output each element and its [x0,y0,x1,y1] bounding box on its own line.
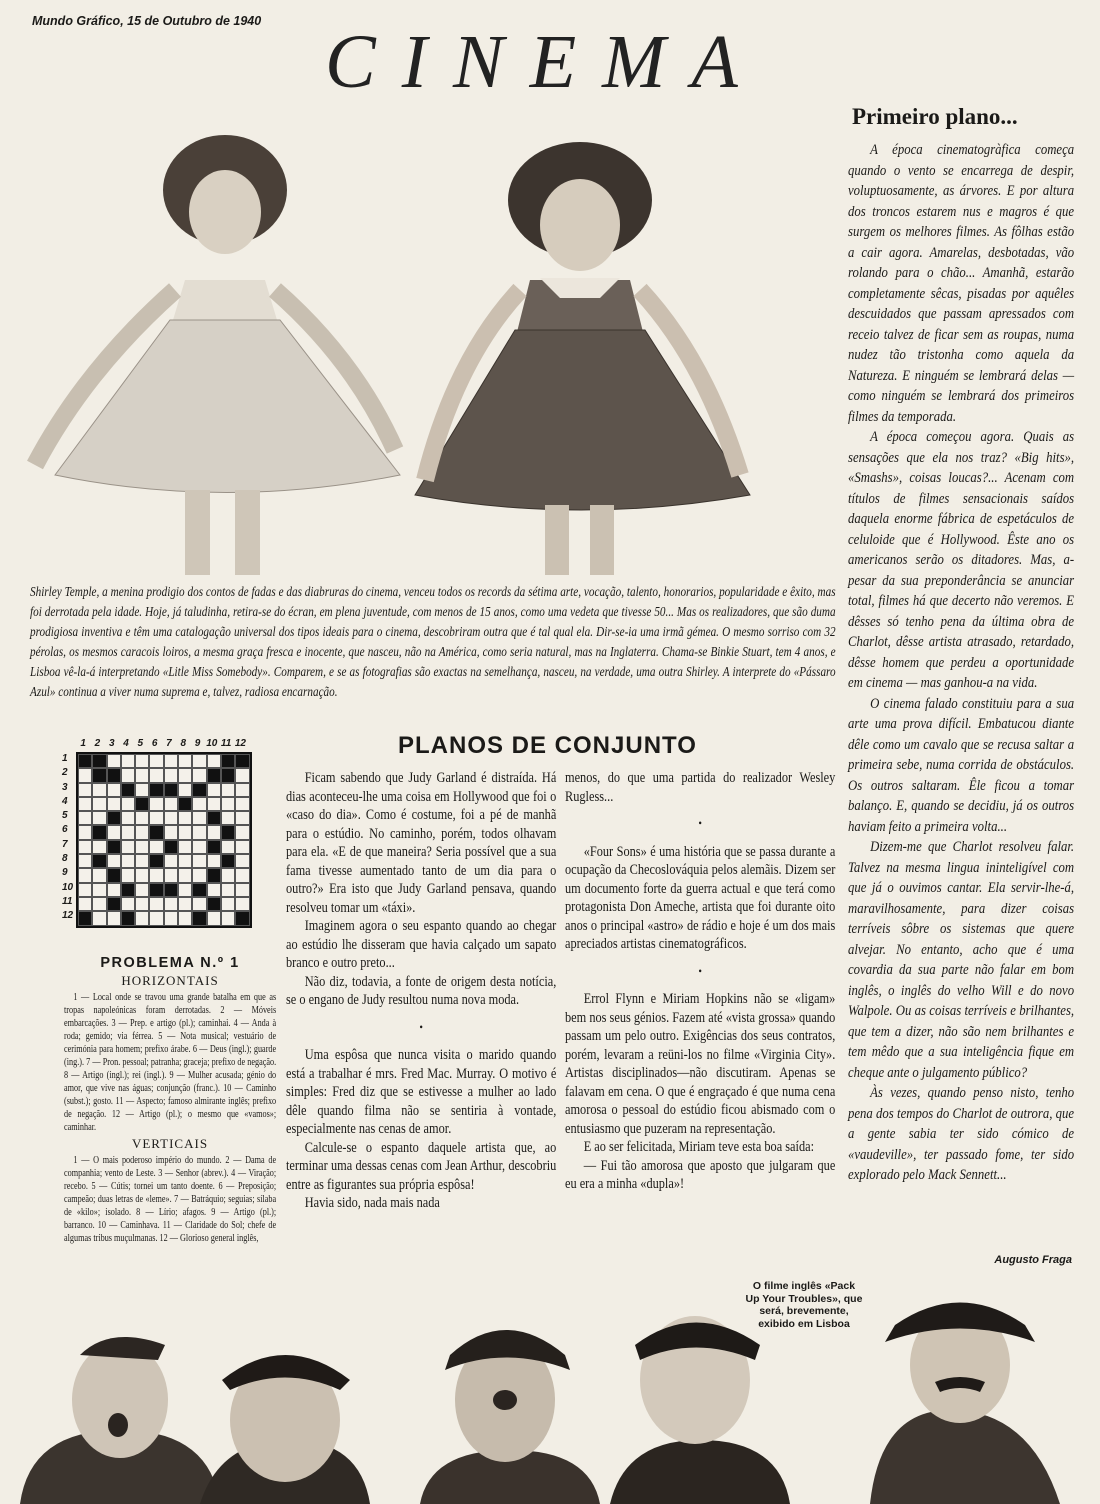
crossword-black-cell [78,911,92,925]
crossword-black-cell [221,768,235,782]
crossword-black-cell [235,911,249,925]
row-number: 12 [62,910,74,922]
crossword-cell[interactable] [149,754,163,768]
paragraph: A época cinematogràfica começa quando o vento se encarrega de despir, voluptuosamente, as árvores. E por altura dos troncos estarem nus e magros é que surgem os melhores filmes. As fôlhas estão a cair agora. Amarelas, desbotadas, vão rolando para o chão... Amanhã, estarão completamente sêcas, pisadas por aquêles descuidados que passam apressados com receio talvez de ficar sem as roupas, numa nudez tão tristonha como aquela da Natureza. E ninguém se lembrará delas — como ninguém se lembrará dos primeiros filmes da temporada. [848,142,1075,425]
crossword-cell[interactable] [192,868,206,882]
crossword-black-cell [207,811,221,825]
crossword-black-cell [149,825,163,839]
crossword-cell[interactable] [178,825,192,839]
row-number: 2 [62,767,68,779]
crossword-cell[interactable] [135,811,149,825]
photo-shirley-temple-binkie-stuart [25,130,840,580]
crossword-cell[interactable] [235,768,249,782]
paragraph: E ao ser felicitada, Miriam teve esta boa saída: [583,1139,815,1155]
column-number: 1 [80,738,86,749]
crossword-cell[interactable] [221,811,235,825]
crossword-cell[interactable] [192,754,206,768]
photo-pack-up-your-troubles [0,1270,1100,1504]
crossword-cell[interactable] [207,883,221,897]
crossword-cell[interactable] [135,783,149,797]
crossword-row-numbers [62,752,76,928]
crossword-cell[interactable] [121,825,135,839]
column-number: 2 [94,738,101,749]
crossword-cell[interactable] [121,768,135,782]
crossword-black-cell [107,811,121,825]
crossword-black-cell [92,754,106,768]
column-number: 12 [234,738,246,749]
crossword-cell[interactable] [164,797,178,811]
crossword-cell[interactable] [164,854,178,868]
crossword-cell[interactable] [164,825,178,839]
crossword-cell[interactable] [192,768,206,782]
paragraph: Imaginem agora o seu espanto quando ao chegar ao estúdio lhe disseram que havia calçado um sapato branco e outro preto... [286,918,557,971]
crossword-cell[interactable] [235,797,249,811]
crossword-cell[interactable] [178,868,192,882]
column-number: 8 [180,738,186,749]
crossword-cell[interactable] [78,840,92,854]
girl-right-figure [415,142,750,575]
crossword-black-cell [164,840,178,854]
crossword-black-cell [92,854,106,868]
crossword-cell[interactable] [178,840,192,854]
crossword-puzzle [62,738,257,928]
crossword-cell[interactable] [78,768,92,782]
column-number: 4 [123,738,129,749]
planos-de-conjunto-title: PLANOS DE CONJUNTO [398,732,697,759]
crossword-cell[interactable] [107,854,121,868]
paragraph: — Fui tão amorosa que aposto que julgaram que eu era a minha «dupla»! [565,1157,836,1192]
crossword-black-cell [207,768,221,782]
crossword-cell[interactable] [192,811,206,825]
column-number: 6 [151,738,158,749]
crossword-cell[interactable] [192,840,206,854]
column-number: 10 [206,738,218,749]
primeiro-plano-title: Primeiro plano... [852,104,1018,129]
photo-caption: Shirley Temple, a menina prodigio dos contos de fadas e das diabruras do cinema, venceu todos os records da sétima arte, vocação, talento, honorarios, popularidade e êxito, mas foi derrotada pela idade. Hoje, já taludinha, retira-se do écran, em plena juventude, com menos de 15 anos, como uma vedeta que tivesse 50... Mas os realizadores, que são duma prodigiosa inventiva e têm uma catalogação universal dos tipos ideais para o cinema, descobriram outra que é tal qual ela. Dir-se-ia uma irmã gémea. O mesmo sorriso com 32 pérolas, os mesmos caracois loiros, a mesma graça fresca e inocente, que nasceu, não na América, como seria natural, mas na Inglaterra. Chama-se Binkie Stuart, tem 4 anos, e Lisboa vê-la-á interpretando «Litle Miss Somebody». Comparem, e se as fotografias são exactas na semelhança, nasceu, na verdade, uma outra Shirley. A interprete do «Pássaro Azul» continua a viver numa suprema e, talvez, radiosa encarnação. [30,585,836,700]
crossword-black-cell [135,797,149,811]
row-number: 3 [62,781,68,793]
crossword-cell[interactable] [92,868,106,882]
crossword-cell[interactable] [235,840,249,854]
crossword-cell[interactable] [221,783,235,797]
crossword-black-cell [78,754,92,768]
crossword-cell[interactable] [107,797,121,811]
crossword-cell[interactable] [164,911,178,925]
crossword-cell[interactable] [207,854,221,868]
soldier-face-5 [870,1303,1060,1504]
crossword-cell[interactable] [207,754,221,768]
crossword-cell[interactable] [92,840,106,854]
crossword-cell[interactable] [107,825,121,839]
crossword-black-cell [192,883,206,897]
crossword-cell[interactable] [149,868,163,882]
crossword-cell[interactable] [207,783,221,797]
crossword-cell[interactable] [92,811,106,825]
separator: • [698,963,702,978]
crossword-cell[interactable] [78,783,92,797]
crossword-cell[interactable] [221,797,235,811]
paragraph: Às vezes, quando penso nisto, tenho pena dos tempos do Charlot de outrora, que a gente sabia ter sido cómico de «vaudeville», ter passado fome, ter sido explorado pelo Mack Sennett... [848,1085,1075,1183]
crossword-cell[interactable] [149,897,163,911]
paragraph: Uma espôsa que nunca visita o marido quando está a trabalhar é mrs. Fred Mac. Murray. O motivo é simples: Fred diz que se estivesse a mulher ao lado dêle quando filma não se sentiria à vontade, especialmente nas cenas de amor. [286,1047,557,1137]
crossword-cell[interactable] [92,883,106,897]
crossword-grid [76,752,252,928]
column-number: 11 [220,738,232,749]
crossword-black-cell [149,783,163,797]
crossword-cell[interactable] [135,897,149,911]
crossword-cell[interactable] [235,854,249,868]
crossword-cell[interactable] [207,797,221,811]
planos-column-1 [286,769,556,1213]
crossword-black-cell [235,754,249,768]
crossword-cell[interactable] [178,754,192,768]
crossword-cell[interactable] [107,911,121,925]
crossword-cell[interactable] [221,883,235,897]
crossword-cell[interactable] [78,811,92,825]
row-number: 6 [62,824,68,836]
separator: • [419,1019,423,1034]
column-number: 5 [137,738,144,749]
crossword-cell[interactable] [235,897,249,911]
paragraph: Havia sido, nada mais nada [304,1195,440,1211]
crossword-cell[interactable] [235,783,249,797]
crossword-black-cell [207,897,221,911]
row-number: 8 [62,853,68,865]
crossword-cell[interactable] [192,854,206,868]
crossword-cell[interactable] [178,783,192,797]
crossword-cell[interactable] [164,754,178,768]
crossword-black-cell [121,783,135,797]
crossword-cell[interactable] [235,868,249,882]
crossword-cell[interactable] [221,897,235,911]
crossword-cell[interactable] [135,911,149,925]
crossword-black-cell [107,768,121,782]
crossword-cell[interactable] [135,883,149,897]
crossword-cell[interactable] [78,868,92,882]
crossword-black-cell [207,840,221,854]
crossword-cell[interactable] [164,868,178,882]
woman-face-4 [610,1316,790,1504]
crossword-cell[interactable] [178,854,192,868]
verticais-heading: VERTICAIS [131,1136,209,1151]
crossword-cell[interactable] [135,854,149,868]
crossword-black-cell [221,825,235,839]
crossword-cell[interactable] [178,811,192,825]
crossword-title: PROBLEMA N.º 1 [100,955,240,971]
crossword-cell[interactable] [121,811,135,825]
separator: • [698,816,702,830]
crossword-cell[interactable] [78,854,92,868]
section-title [325,20,764,104]
author-signature: Augusto Fraga [994,1254,1072,1266]
row-number: 5 [62,810,68,822]
paragraph: Dizem-me que Charlot resolveu falar. Talvez na mesma lingua ininteligível com que já o ouvimos cantar. Ela servir-lhe-á, maravilhosamente, para dizer coisas terríveis sôbre os sistemas que quere alvejar. No entanto, acho que é uma covardia da sua parte não falar em bom inglês, o inglês do velho Will e do novo Walpole. Ou as coisas terríveis e brilhantes, que tem a dizer, não são nem brilhantes e tem mêdo que a sua inteligência fique em cheque ante o julgamento público? [848,839,1075,1081]
horizontais-clues: 1 — Local onde se travou uma grande batalha em que as tropas napoleónicas foram derrotadas. 2 — Móveis embarcações. 3 — Prep. e artigo (pl.); caminhai. 4 — Anda à roda; gemido; via férrea. 5 — Nota musical; vestuário de cerimónia para homem; prefixo árabe. 6 — Deus (ingl.); guarde (ing.). 7 — Pron. pessoal; patranha; graceja; prefixo de negação. 8 — Artigo (ingl.); rei (ingl.). 9 — Mulher acusada; génio do amor, que vive nas águas; conjunção (franc.). 10 — Caminho (subst.); gosto. 11 — Aspecto; famoso almirante inglês; prefixo de negação. 12 — Artigo (pl.); o mesmo que «vamos»; caminhar. [64,992,277,1133]
crossword-cell[interactable] [149,811,163,825]
crossword-black-cell [164,883,178,897]
crossword-cell[interactable] [178,883,192,897]
crossword-cell[interactable] [135,868,149,882]
crossword-cell[interactable] [178,897,192,911]
crossword-black-cell [92,768,106,782]
primeiro-plano-body [848,140,1074,1186]
paragraph: Não diz, todavia, a fonte de origem desta notícia, se o engano de Judy resultou numa nova moda. [286,973,557,1008]
crossword-cell[interactable] [121,754,135,768]
paragraph: Errol Flynn e Miriam Hopkins não se «ligam» bem nos seus génios. Fazem até «vista grossa» quando passam um pelo outro. Exigências dos seus contratos, porém, levaram a reüni-los no filme «Virginia City». Artistas disciplinados—não discutiram. Apenas se falavam em cena. O que é engraçado é que numa cena amorosa o pessoal do estúdio ficou abismado com o entusiasmo que puzeram na representação. [565,991,836,1137]
crossword-cell[interactable] [149,840,163,854]
column-number: 7 [166,738,172,749]
crossword-cell[interactable] [149,911,163,925]
crossword-cell[interactable] [135,825,149,839]
masthead: Mundo Gráfico, 15 de Outubro de 1940 [32,14,262,28]
crossword-cell[interactable] [107,754,121,768]
column-number: 3 [108,738,115,749]
crossword-black-cell [178,797,192,811]
crossword-cell[interactable] [192,825,206,839]
crossword-black-cell [92,825,106,839]
row-number: 10 [62,881,74,893]
row-number: 11 [62,895,73,907]
crossword-column-numbers [76,738,257,749]
crossword-cell[interactable] [207,825,221,839]
crossword-cell[interactable] [92,783,106,797]
crossword-black-cell [149,883,163,897]
crossword-cell[interactable] [221,868,235,882]
row-number: 7 [62,838,68,850]
crossword-cell[interactable] [207,911,221,925]
crossword-clues [64,955,276,1245]
crossword-black-cell [192,911,206,925]
section-title-text: CINEMA [325,20,764,104]
crossword-cell[interactable] [107,883,121,897]
crossword-cell[interactable] [221,840,235,854]
column-number: 9 [194,738,201,749]
crossword-black-cell [149,854,163,868]
crossword-cell[interactable] [135,754,149,768]
crossword-cell[interactable] [121,840,135,854]
row-number: 1 [62,753,68,764]
crossword-cell[interactable] [164,811,178,825]
crossword-cell[interactable] [135,768,149,782]
crossword-cell[interactable] [235,811,249,825]
crossword-black-cell [221,854,235,868]
crossword-cell[interactable] [78,897,92,911]
paragraph: «Four Sons» é uma história que se passa durante a ocupação da Checoslováquia pelos alemãis. Dizem ser um documento forte da guerra actual e que terá como protagonista Don Ameche, artista que foi durante oito anos o principal «astro» de rádio e hoje é um dos mais apreciados artistas cinematográficos. [565,843,836,952]
paragraph: Calcule-se o espanto daquele artista que, ao terminar uma dessas cenas com Jean Arthur, descobriu entre as figurantes sua própria espôsa! [286,1139,557,1193]
horizontais-heading: HORIZONTAIS [121,973,219,988]
verticais-clues: 1 — O mais poderoso império do mundo. 2 — Dama de companhia; vento de Leste. 3 — Senhor (abrev.). 4 — Viração; recebo. 5 — Cútis; tornei um tanto doente. 6 — Preposição; campeão; duas letras de «leme». 7 — Batráquio; seguias; sílaba de «kilo»; isolado. 8 — Lírio; afagos. 9 — Artigo (pl.); barranco. 10 — Caminhava. 11 — Claridade do Sol; chefe de algumas tribus muçulmanas. 12 — Glorioso general inglês, [64,1155,277,1244]
crossword-cell[interactable] [221,911,235,925]
row-number: 9 [62,867,68,879]
crossword-black-cell [107,840,121,854]
crossword-cell[interactable] [121,897,135,911]
row-number: 4 [62,795,68,807]
crossword-cell[interactable] [149,768,163,782]
paragraph: Ficam sabendo que Judy Garland é distraída. Há dias aconteceu-lhe uma coisa em Hollywood que foi o «caso do dia». Como é costume, foi a pé de manhã para o estúdio. No caminho, porém, todos olhavam para ela. «E de que maneira? Seria possível que a sua fama tivesse aumentado tanto de um dia para o outro?» Era isto que Judy Garland pensava, quando resolveu tomar um «táxi». [286,770,557,916]
crossword-cell[interactable] [121,797,135,811]
crossword-cell[interactable] [149,797,163,811]
soldier-face-1 [20,1337,220,1504]
crossword-cell[interactable] [135,840,149,854]
crossword-cell[interactable] [178,768,192,782]
crossword-cell[interactable] [78,797,92,811]
crossword-black-cell [121,883,135,897]
crossword-black-cell [192,783,206,797]
crossword-cell[interactable] [164,768,178,782]
crossword-cell[interactable] [92,911,106,925]
paragraph: A época começou agora. Quais as sensações que ela nos traz? «Big hits», «Smashs», coisas loucas?... Acenam com títulos de filmes sensacionais saídos daquela enorme fábrica de espetáculos de celuloide que é Hollywood. Êste ano os americanos serão os ditadores. Mas, a-pesar da sua preponderância se anunciar total, filmes há que decerto não veremos. E dêsses só tenho pena da última obra de Charlot, dêsse artista atrasado, retardado, dêsse homem que perdeu a oportunidade em cinema — mas ganhou-a na vida. [848,429,1075,691]
woman-face-2 [200,1355,370,1504]
planos-column-2 [565,769,835,1194]
crossword-cell[interactable] [92,897,106,911]
crossword-black-cell [207,868,221,882]
crossword-cell[interactable] [235,825,249,839]
paragraph: menos, do que uma partida do realizador Wesley Rugless... [565,770,836,805]
crossword-cell[interactable] [192,897,206,911]
crossword-cell[interactable] [121,854,135,868]
crossword-cell[interactable] [164,897,178,911]
soldier-face-3 [420,1330,600,1504]
crossword-cell[interactable] [235,883,249,897]
girl-left-figure [35,135,400,575]
crossword-cell[interactable] [178,911,192,925]
crossword-black-cell [221,754,235,768]
paragraph: O cinema falado constituiu para a sua arte uma prova difícil. Embatucou diante dêle como um cavalo que se recusa saltar a primeira sebe, numa corrida de obstáculos. Os outros saltaram. Êle ficou a tomar balanço. E, quando se decidiu, já os outros haviam feito a primeira volta... [848,695,1075,835]
crossword-cell[interactable] [107,783,121,797]
crossword-cell[interactable] [92,797,106,811]
crossword-black-cell [107,868,121,882]
crossword-cell[interactable] [78,883,92,897]
crossword-cell[interactable] [121,868,135,882]
crossword-black-cell [164,783,178,797]
crossword-black-cell [107,897,121,911]
crossword-cell[interactable] [192,797,206,811]
primeiro-plano-column [848,104,1074,1186]
crossword-cell[interactable] [78,825,92,839]
pack-up-caption: O filme inglês «Pack Up Your Troubles», que será, brevemente, exibido em Lisboa [745,1280,863,1330]
crossword-black-cell [121,911,135,925]
